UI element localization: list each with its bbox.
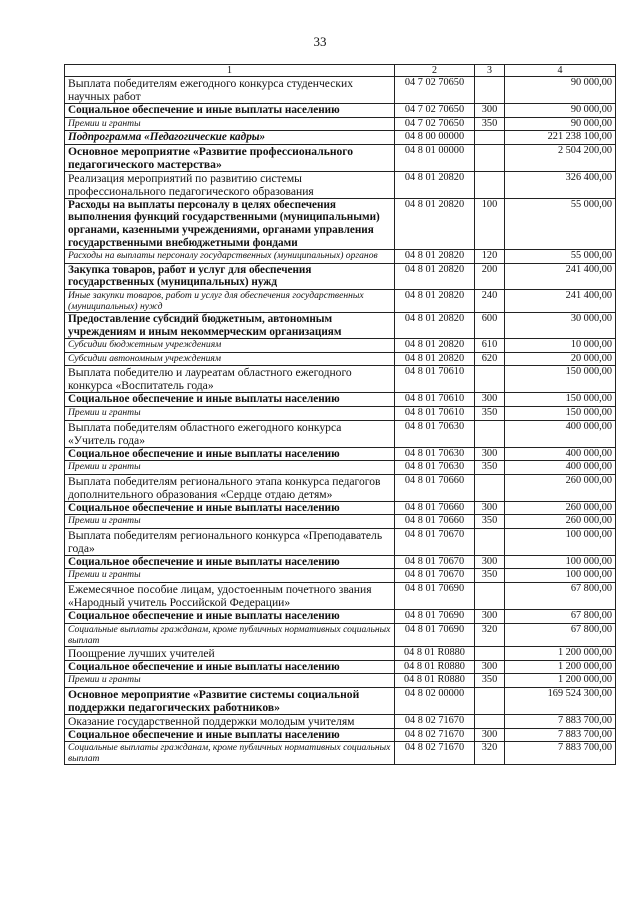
cell-name: Оказание государственной поддержки молодым учителям: [65, 714, 395, 728]
cell-name: Социальное обеспечение и иные выплаты населению: [65, 610, 395, 624]
cell-vr: 100: [475, 198, 505, 249]
cell-name: Премии и гранты: [65, 117, 395, 131]
cell-code: 04 7 02 70650: [395, 117, 475, 131]
table-row: [65, 623, 616, 646]
cell-sum: 241 400,00: [505, 289, 616, 312]
cell-code: 04 8 01 70670: [395, 555, 475, 569]
table-row: [65, 198, 616, 249]
table-row: [65, 474, 616, 501]
cell-vr: 300: [475, 728, 505, 742]
cell-vr: 350: [475, 515, 505, 529]
table-row: [65, 352, 616, 366]
cell-sum: 7 883 700,00: [505, 728, 616, 742]
cell-code: 04 8 01 70660: [395, 474, 475, 501]
cell-code: 04 8 01 00000: [395, 144, 475, 171]
table-row: [65, 117, 616, 131]
table-row: [65, 104, 616, 118]
cell-name: Основное мероприятие «Развитие системы социальной поддержки педагогических работников»: [65, 687, 395, 714]
cell-code: 04 8 01 70630: [395, 420, 475, 447]
table-row: [65, 646, 616, 660]
cell-vr: 300: [475, 660, 505, 674]
cell-code: 04 8 01 70670: [395, 528, 475, 555]
cell-name: Премии и гранты: [65, 406, 395, 420]
table-row: [65, 77, 616, 104]
cell-code: 04 8 02 71670: [395, 742, 475, 765]
cell-name: Закупка товаров, работ и услуг для обеспечения государственных (муниципальных) нужд: [65, 263, 395, 289]
cell-name: Социальное обеспечение и иные выплаты населению: [65, 660, 395, 674]
cell-vr: [475, 144, 505, 171]
cell-code: 04 8 01 70660: [395, 501, 475, 515]
page-number: 33: [313, 34, 327, 49]
cell-vr: 300: [475, 104, 505, 118]
cell-sum: 400 000,00: [505, 420, 616, 447]
cell-sum: 100 000,00: [505, 555, 616, 569]
cell-name: Реализация мероприятий по развитию системы профессионального педагогического образования: [65, 171, 395, 198]
cell-sum: 326 400,00: [505, 171, 616, 198]
cell-code: 04 8 01 R0880: [395, 646, 475, 660]
header-cell-name: 1: [65, 65, 395, 77]
cell-name: Социальное обеспечение и иные выплаты населению: [65, 447, 395, 461]
cell-sum: 90 000,00: [505, 104, 616, 118]
cell-vr: [475, 171, 505, 198]
cell-name: Выплата победителям областного ежегодного конкурса «Учитель года»: [65, 420, 395, 447]
cell-sum: 2 504 200,00: [505, 144, 616, 171]
table-row: [65, 366, 616, 393]
table-row: [65, 393, 616, 407]
cell-code: 04 8 00 00000: [395, 131, 475, 145]
cell-name: Предоставление субсидий бюджетным, автономным учреждениям и иным некоммерческим организациям: [65, 312, 395, 338]
cell-sum: 400 000,00: [505, 461, 616, 475]
cell-name: Социальные выплаты гражданам, кроме публичных нормативных социальных выплат: [65, 742, 395, 765]
cell-code: 04 7 02 70650: [395, 104, 475, 118]
cell-code: 04 8 01 70690: [395, 583, 475, 610]
cell-sum: 1 200 000,00: [505, 646, 616, 660]
table-row: [65, 569, 616, 583]
table-row: [65, 420, 616, 447]
cell-vr: 620: [475, 352, 505, 366]
header-cell-vr: 3: [475, 65, 505, 77]
table-row: [65, 312, 616, 338]
cell-code: 04 8 02 00000: [395, 687, 475, 714]
cell-code: 04 8 01 20820: [395, 289, 475, 312]
cell-code: 04 8 01 70670: [395, 569, 475, 583]
cell-sum: 260 000,00: [505, 501, 616, 515]
cell-sum: 7 883 700,00: [505, 714, 616, 728]
cell-name: Социальное обеспечение и иные выплаты населению: [65, 555, 395, 569]
cell-vr: 350: [475, 674, 505, 688]
cell-vr: [475, 474, 505, 501]
cell-name: Основное мероприятие «Развитие профессионального педагогического мастерства»: [65, 144, 395, 171]
cell-code: 04 8 01 20820: [395, 250, 475, 264]
cell-name: Социальные выплаты гражданам, кроме публичных нормативных социальных выплат: [65, 623, 395, 646]
cell-vr: 320: [475, 742, 505, 765]
cell-vr: 240: [475, 289, 505, 312]
table-row: [65, 742, 616, 765]
cell-sum: 7 883 700,00: [505, 742, 616, 765]
cell-vr: [475, 366, 505, 393]
table-row: [65, 555, 616, 569]
cell-sum: 169 524 300,00: [505, 687, 616, 714]
table-row: [65, 515, 616, 529]
header-cell-sum: 4: [505, 65, 616, 77]
cell-vr: 320: [475, 623, 505, 646]
cell-vr: 200: [475, 263, 505, 289]
cell-vr: [475, 646, 505, 660]
cell-sum: 260 000,00: [505, 474, 616, 501]
cell-sum: 30 000,00: [505, 312, 616, 338]
table-row: [65, 583, 616, 610]
cell-sum: 1 200 000,00: [505, 674, 616, 688]
cell-vr: 300: [475, 393, 505, 407]
table-row: [65, 728, 616, 742]
cell-sum: 55 000,00: [505, 250, 616, 264]
cell-code: 04 8 01 20820: [395, 339, 475, 353]
cell-sum: 67 800,00: [505, 583, 616, 610]
cell-name: Выплата победителям регионального этапа конкурса педагогов дополнительного образования «Сердце отдаю детям»: [65, 474, 395, 501]
cell-name: Премии и гранты: [65, 569, 395, 583]
cell-sum: 55 000,00: [505, 198, 616, 249]
table-row: [65, 263, 616, 289]
cell-vr: 350: [475, 461, 505, 475]
cell-name: Субсидии бюджетным учреждениям: [65, 339, 395, 353]
cell-code: 04 8 01 R0880: [395, 674, 475, 688]
cell-sum: 260 000,00: [505, 515, 616, 529]
table-row: [65, 660, 616, 674]
table-row: [65, 528, 616, 555]
table-row: [65, 250, 616, 264]
cell-code: 04 8 01 20820: [395, 352, 475, 366]
cell-vr: 300: [475, 610, 505, 624]
cell-code: 04 8 01 R0880: [395, 660, 475, 674]
cell-name: Социальное обеспечение и иные выплаты населению: [65, 104, 395, 118]
cell-code: 04 8 01 20820: [395, 198, 475, 249]
cell-code: 04 8 02 71670: [395, 728, 475, 742]
table-row: [65, 339, 616, 353]
cell-name: Расходы на выплаты персоналу в целях обеспечения выполнения функций государственными (муниципальными) органами, казенными учреждениями, органами управления государственными внебюджетными фондами: [65, 198, 395, 249]
cell-sum: 400 000,00: [505, 447, 616, 461]
table-header-row: [65, 65, 616, 77]
cell-code: 04 8 01 20820: [395, 263, 475, 289]
cell-code: 04 8 01 70610: [395, 393, 475, 407]
cell-name: Социальное обеспечение и иные выплаты населению: [65, 501, 395, 515]
table-row: [65, 406, 616, 420]
cell-sum: 67 800,00: [505, 623, 616, 646]
budget-table-body: [65, 65, 616, 765]
table-row: [65, 171, 616, 198]
cell-code: 04 8 01 70610: [395, 406, 475, 420]
cell-sum: 20 000,00: [505, 352, 616, 366]
cell-sum: 150 000,00: [505, 366, 616, 393]
cell-sum: 90 000,00: [505, 77, 616, 104]
cell-code: 04 8 01 70690: [395, 623, 475, 646]
cell-sum: 150 000,00: [505, 393, 616, 407]
table-row: [65, 447, 616, 461]
cell-vr: [475, 131, 505, 145]
cell-name: Премии и гранты: [65, 461, 395, 475]
cell-name: Поощрение лучших учителей: [65, 646, 395, 660]
cell-code: 04 8 01 70630: [395, 447, 475, 461]
cell-name: Ежемесячное пособие лицам, удостоенным почетного звания «Народный учитель Российской Федерации»: [65, 583, 395, 610]
budget-table: [64, 64, 616, 765]
cell-sum: 150 000,00: [505, 406, 616, 420]
cell-sum: 67 800,00: [505, 610, 616, 624]
table-row: [65, 144, 616, 171]
cell-name: Социальное обеспечение и иные выплаты населению: [65, 393, 395, 407]
cell-code: 04 8 02 71670: [395, 714, 475, 728]
cell-vr: [475, 528, 505, 555]
cell-vr: 350: [475, 406, 505, 420]
cell-code: 04 8 01 20820: [395, 171, 475, 198]
cell-sum: 221 238 100,00: [505, 131, 616, 145]
cell-name: Иные закупки товаров, работ и услуг для обеспечения государственных (муниципальных) нужд: [65, 289, 395, 312]
cell-vr: [475, 687, 505, 714]
cell-vr: [475, 420, 505, 447]
cell-name: Субсидии автономным учреждениям: [65, 352, 395, 366]
cell-vr: [475, 714, 505, 728]
cell-vr: 600: [475, 312, 505, 338]
cell-vr: [475, 77, 505, 104]
table-row: [65, 289, 616, 312]
cell-vr: 350: [475, 569, 505, 583]
cell-vr: 610: [475, 339, 505, 353]
cell-name: Выплата победителю и лауреатам областного ежегодного конкурса «Воспитатель года»: [65, 366, 395, 393]
table-row: [65, 461, 616, 475]
cell-name: Социальное обеспечение и иные выплаты населению: [65, 728, 395, 742]
cell-sum: 100 000,00: [505, 569, 616, 583]
cell-code: 04 8 01 70610: [395, 366, 475, 393]
cell-name: Премии и гранты: [65, 515, 395, 529]
cell-name: Расходы на выплаты персоналу государственных (муниципальных) органов: [65, 250, 395, 264]
cell-name: Подпрограмма «Педагогические кадры»: [65, 131, 395, 145]
cell-vr: 120: [475, 250, 505, 264]
cell-name: Выплата победителям регионального конкурса «Преподаватель года»: [65, 528, 395, 555]
cell-sum: 1 200 000,00: [505, 660, 616, 674]
cell-vr: [475, 583, 505, 610]
table-row: [65, 687, 616, 714]
cell-vr: 350: [475, 117, 505, 131]
cell-code: 04 8 01 70630: [395, 461, 475, 475]
cell-vr: 300: [475, 447, 505, 461]
cell-sum: 100 000,00: [505, 528, 616, 555]
cell-code: 04 7 02 70650: [395, 77, 475, 104]
table-row: [65, 610, 616, 624]
cell-sum: 10 000,00: [505, 339, 616, 353]
table-row: [65, 131, 616, 145]
cell-name: Премии и гранты: [65, 674, 395, 688]
cell-vr: 300: [475, 555, 505, 569]
cell-sum: 241 400,00: [505, 263, 616, 289]
table-row: [65, 674, 616, 688]
cell-code: 04 8 01 20820: [395, 312, 475, 338]
cell-code: 04 8 01 70690: [395, 610, 475, 624]
header-cell-code: 2: [395, 65, 475, 77]
table-row: [65, 501, 616, 515]
cell-vr: 300: [475, 501, 505, 515]
cell-code: 04 8 01 70660: [395, 515, 475, 529]
table-row: [65, 714, 616, 728]
cell-name: Выплата победителям ежегодного конкурса студенческих научных работ: [65, 77, 395, 104]
cell-sum: 90 000,00: [505, 117, 616, 131]
